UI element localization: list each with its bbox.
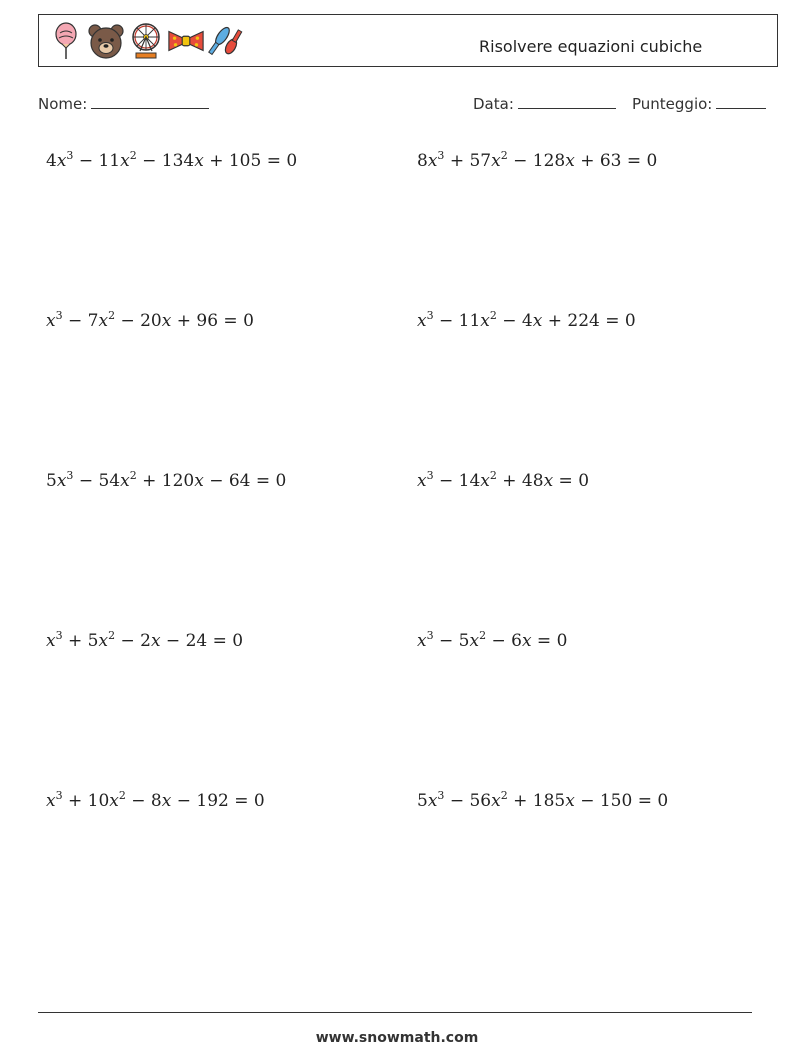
equation-exponent: 3: [66, 468, 74, 482]
equation-term: − 11: [433, 311, 481, 331]
equation-term: − 7: [62, 311, 99, 331]
equation-variable: x: [491, 151, 501, 171]
equation-variable: x: [56, 151, 67, 171]
equation-exponent: 2: [479, 628, 487, 642]
equation-variable: x: [161, 311, 172, 331]
equation-term: − 128: [507, 151, 566, 171]
score-label: Punteggio:: [632, 95, 713, 113]
cotton-candy-icon: [47, 21, 85, 61]
equation-exponent: 2: [118, 788, 126, 802]
equation-term: − 4: [496, 311, 533, 331]
equation-variable: x: [427, 151, 438, 171]
equation-term: − 192 = 0: [171, 791, 265, 811]
equation-variable: x: [480, 471, 490, 491]
equation-term: − 20: [115, 311, 162, 331]
equation-term: − 64 = 0: [203, 471, 287, 491]
equation-term: − 2: [115, 631, 151, 651]
equation-variable: x: [194, 151, 204, 171]
equation-variable: x: [469, 631, 480, 651]
juggling-pins-icon: [207, 21, 245, 61]
problem-10: [417, 788, 669, 811]
equation-variable: x: [491, 791, 501, 811]
problem-2: [417, 148, 658, 171]
equation-term: 5: [46, 471, 57, 491]
equation-term: − 56: [444, 791, 492, 811]
bow-tie-icon: [167, 21, 205, 61]
equation-term: − 6: [486, 631, 522, 651]
equation-variable: x: [46, 791, 56, 811]
equation-variable: x: [565, 151, 575, 171]
equation-term: + 185: [507, 791, 566, 811]
equation-term: 5: [417, 791, 428, 811]
equation-exponent: 2: [489, 308, 497, 322]
date-label: Data:: [473, 95, 514, 113]
score-blank-line[interactable]: [716, 94, 766, 109]
equation-variable: x: [543, 471, 554, 491]
equation-variable: x: [46, 631, 56, 651]
worksheet-title: Risolvere equazioni cubiche: [479, 37, 703, 56]
date-field: [473, 94, 616, 113]
equation-exponent: 3: [437, 148, 445, 162]
equation-term: + 48: [496, 471, 544, 491]
equation-exponent: 2: [108, 628, 116, 642]
equation-term: − 54: [73, 471, 121, 491]
problem-8: [417, 628, 568, 651]
equation-exponent: 3: [55, 628, 63, 642]
name-blank-line[interactable]: [91, 94, 209, 109]
header-icons: [47, 21, 247, 61]
equation-exponent: 3: [426, 468, 434, 482]
equation-term: 4: [46, 151, 57, 171]
equation-variable: x: [109, 791, 119, 811]
problem-5: [46, 468, 287, 491]
equation-variable: x: [150, 631, 161, 651]
equation-term: + 5: [62, 631, 99, 651]
footer-url: www.snowmath.com: [315, 1030, 479, 1046]
equation-exponent: 3: [66, 148, 74, 162]
equation-exponent: 3: [426, 308, 434, 322]
name-label: Nome:: [38, 95, 88, 113]
equation-exponent: 2: [108, 308, 116, 322]
equation-exponent: 3: [426, 628, 434, 642]
equation-variable: x: [98, 311, 109, 331]
ferris-wheel-icon: [127, 21, 165, 61]
bear-face-icon: [87, 21, 125, 61]
equation-term: 8: [417, 151, 428, 171]
equation-exponent: 3: [437, 788, 445, 802]
equation-variable: x: [480, 311, 490, 331]
equation-term: − 24 = 0: [160, 631, 244, 651]
date-blank-line[interactable]: [518, 94, 616, 109]
equation-variable: x: [417, 631, 427, 651]
equation-variable: x: [56, 471, 67, 491]
equation-term: − 134: [136, 151, 195, 171]
equation-variable: x: [565, 791, 575, 811]
problem-4: [417, 308, 636, 331]
name-field: [38, 94, 209, 113]
equation-variable: x: [161, 791, 172, 811]
equation-exponent: 2: [129, 468, 137, 482]
equation-exponent: 3: [55, 788, 63, 802]
equation-exponent: 2: [129, 148, 137, 162]
equation-term: + 224 = 0: [542, 311, 636, 331]
equation-variable: x: [120, 151, 130, 171]
problem-1: [46, 148, 298, 171]
equation-term: + 96 = 0: [171, 311, 254, 331]
equation-variable: x: [417, 311, 427, 331]
equation-term: − 5: [433, 631, 470, 651]
equation-term: + 10: [62, 791, 110, 811]
equation-term: + 63 = 0: [574, 151, 658, 171]
problem-6: [417, 468, 590, 491]
equation-variable: x: [521, 631, 532, 651]
equation-variable: x: [194, 471, 204, 491]
equation-variable: x: [46, 311, 56, 331]
equation-exponent: 3: [55, 308, 63, 322]
equation-term: − 11: [73, 151, 121, 171]
equation-variable: x: [417, 471, 427, 491]
equation-exponent: 2: [500, 148, 508, 162]
equation-term: = 0: [531, 631, 568, 651]
equation-exponent: 2: [500, 788, 508, 802]
footer-divider: [38, 1012, 752, 1013]
problem-7: [46, 628, 244, 651]
worksheet-header: [38, 14, 778, 67]
score-field: [632, 94, 766, 113]
equation-variable: x: [532, 311, 543, 331]
equation-term: − 14: [433, 471, 481, 491]
equation-term: + 120: [136, 471, 195, 491]
equation-term: + 57: [444, 151, 492, 171]
equation-term: − 8: [125, 791, 162, 811]
equation-term: − 150 = 0: [574, 791, 669, 811]
equation-variable: x: [120, 471, 130, 491]
equation-term: + 105 = 0: [203, 151, 298, 171]
equation-term: = 0: [553, 471, 590, 491]
problem-3: [46, 308, 254, 331]
equation-exponent: 2: [489, 468, 497, 482]
equation-variable: x: [98, 631, 109, 651]
equation-variable: x: [427, 791, 438, 811]
problem-9: [46, 788, 265, 811]
